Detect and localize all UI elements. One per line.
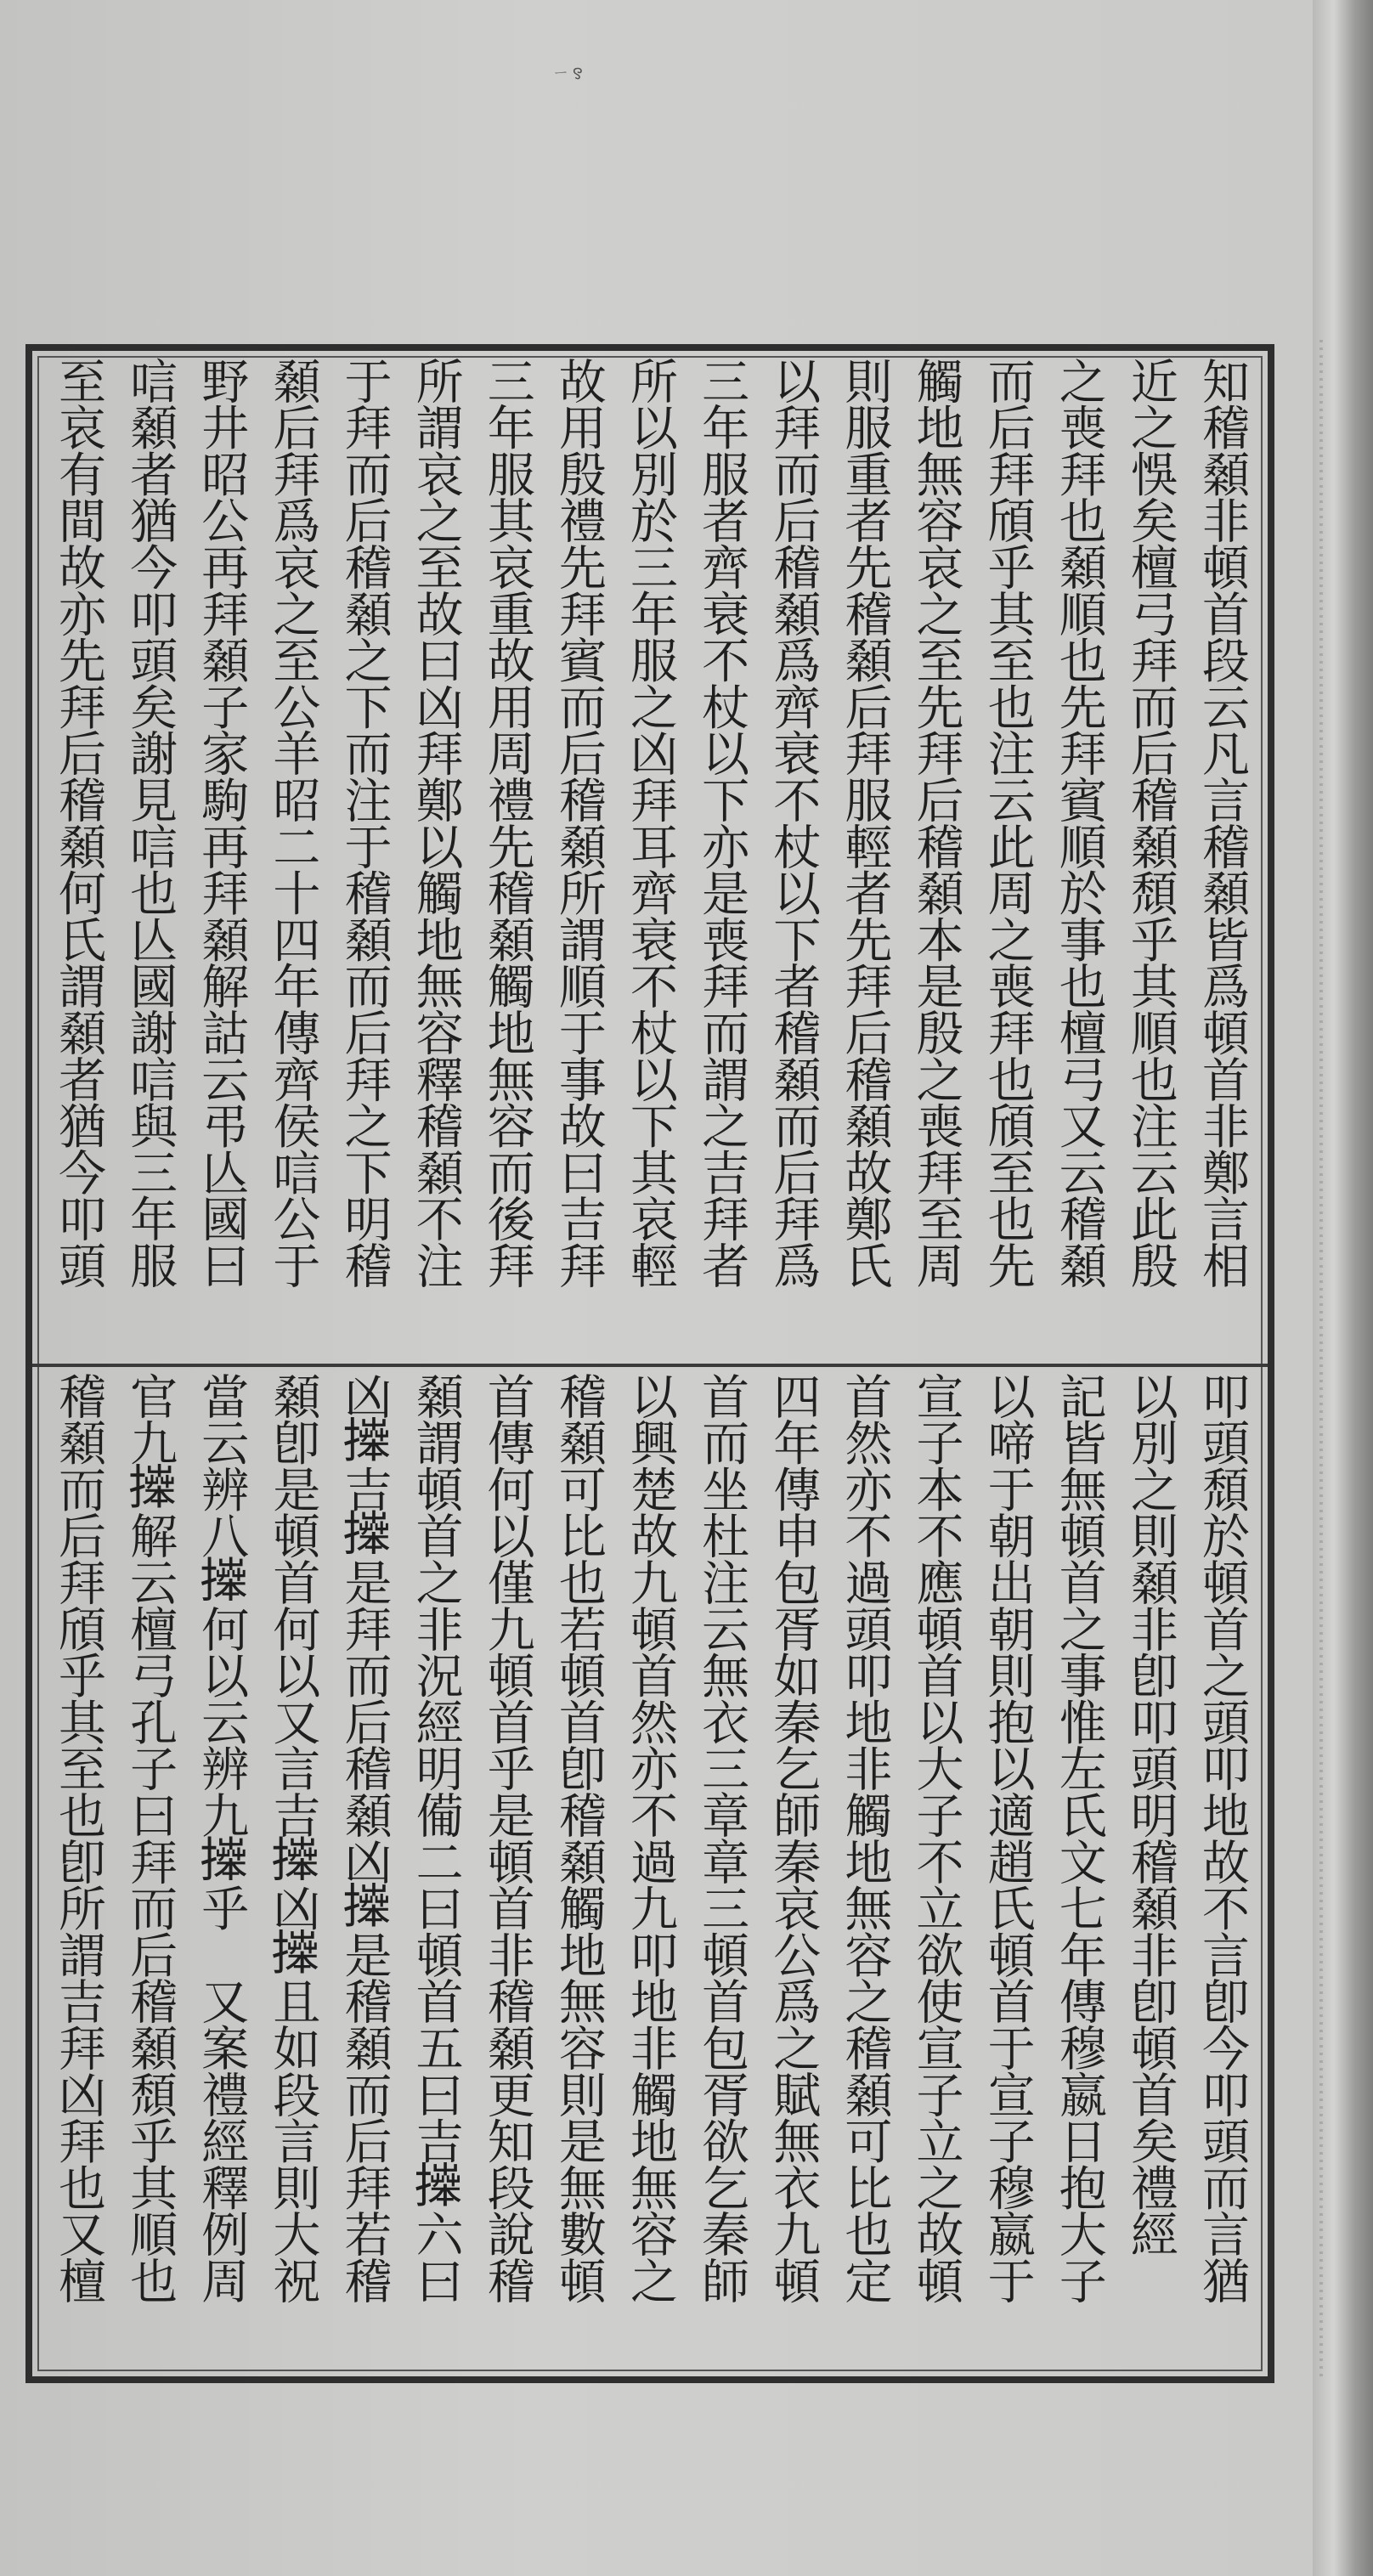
- text-column: 唁顙者猶今叩頭矣謝見唁也亾國謝唁與三年服: [122, 357, 178, 1288]
- text-column: 知稽顙非頓首段云凡言稽顙皆爲頓首非鄭言相: [1195, 357, 1250, 1288]
- text-column: 官九𢷎解云檀弓孔子曰拜而后稽顙頹乎其順也: [122, 1372, 178, 2303]
- text-column: 宣子本不應頓首以大子不立欲使宣子立之故頓: [908, 1372, 964, 2303]
- text-column: 叩頭頹於頓首之頭叩地故不言卽今叩頭而言猶: [1195, 1372, 1250, 2303]
- upper-register: [47, 357, 1253, 1338]
- text-column: 凶𢷎吉𢷎是拜而后稽顙凶𢷎是稽顙而后拜若稽: [336, 1372, 393, 2303]
- text-column: 當云辨八𢷎何以云辨九𢷎乎 又案禮經釋例周: [194, 1372, 250, 2303]
- middle-divider: [32, 1364, 1268, 1367]
- text-column: 故用殷禮先拜賓而后稽顙所謂順于事故曰吉拜: [551, 357, 607, 1288]
- text-column: 三年服其哀重故用周禮先稽顙觸地無容而後拜: [479, 357, 535, 1288]
- text-column: 稽顙可比也若頓首卽稽顙觸地無容則是無數頓: [551, 1372, 607, 2303]
- text-column: 首傳何以僅九頓首乎是頓首非稽顙更知段說稽: [479, 1372, 535, 2303]
- text-column: 以興楚故九頓首然亦不過九叩地非觸地無容之: [623, 1372, 678, 2303]
- text-column: 野井昭公再拜顙子家駒再拜顙解詁云弔亾國曰: [194, 357, 250, 1288]
- text-column: 顙謂頓首之非況經明僃二曰頓首五曰吉𢷎六曰: [408, 1372, 464, 2303]
- text-column: 以別之則顙非卽叩頭明稽顙非卽頓首矣禮經: [1122, 1372, 1178, 2257]
- book-page-edge: [1313, 0, 1373, 2576]
- lower-register: [47, 1372, 1253, 2353]
- text-column: 之喪拜也顙順也先拜賓順於事也檀弓又云稽顙: [1051, 357, 1107, 1288]
- text-column: 而后拜頎乎其至也注云此周之喪拜也頎至也先: [980, 357, 1036, 1288]
- text-column: 以啼于朝出朝則抱以適趙氏頓首于宣子穆嬴于: [980, 1372, 1036, 2303]
- text-column: 至哀有間故亦先拜后稽顙何氏謂顙者猶今叩頭: [51, 357, 106, 1288]
- text-column: 記皆無頓首之事惟左氏文七年傳穆嬴日抱大子: [1051, 1372, 1107, 2303]
- text-column: 首然亦不過頭叩地非觸地無容之稽顙可比也定: [837, 1372, 893, 2303]
- text-column: 三年服者齊衰不杖以下亦是喪拜而謂之吉拜者: [694, 357, 750, 1288]
- text-column: 以拜而后稽顙爲齊衰不杖以下者稽顙而后拜爲: [766, 357, 822, 1288]
- text-column: 則服重者先稽顙后拜服輕者先拜后稽顙故鄭氏: [837, 357, 893, 1288]
- text-column: 顙卽是頓首何以又言吉𢷎凶𢷎且如段言則大祝: [265, 1372, 321, 2303]
- text-column: 首而坐杜注云無衣三章章三頓首包胥欲乞秦師: [694, 1372, 750, 2303]
- text-column: 于拜而后稽顙之下而注于稽顙而后拜之下明稽: [336, 357, 393, 1288]
- text-column: 觸地無容哀之至先拜后稽顙本是殷之喪拜至周: [908, 357, 964, 1288]
- text-column: 稽顙而后拜頎乎其至也卽所謂吉拜凶拜也又檀: [51, 1372, 106, 2303]
- text-column: 顙后拜爲哀之至公羊昭二十四年傳齊侯唁公于: [265, 357, 321, 1288]
- text-column: 近之悞矣檀弓拜而后稽顙頹乎其順也注云此殷: [1122, 357, 1178, 1288]
- top-margin-mark: ㄧ꯱: [552, 63, 586, 83]
- text-column: 所謂哀之至故曰凶拜鄭以觸地無容釋稽顙不注: [408, 357, 464, 1288]
- text-column: 所以別於三年服之凶拜耳齊衰不杖以下其哀輕: [623, 357, 678, 1288]
- text-column: 四年傳申包胥如秦乞師秦哀公爲之賦無衣九頓: [766, 1372, 822, 2303]
